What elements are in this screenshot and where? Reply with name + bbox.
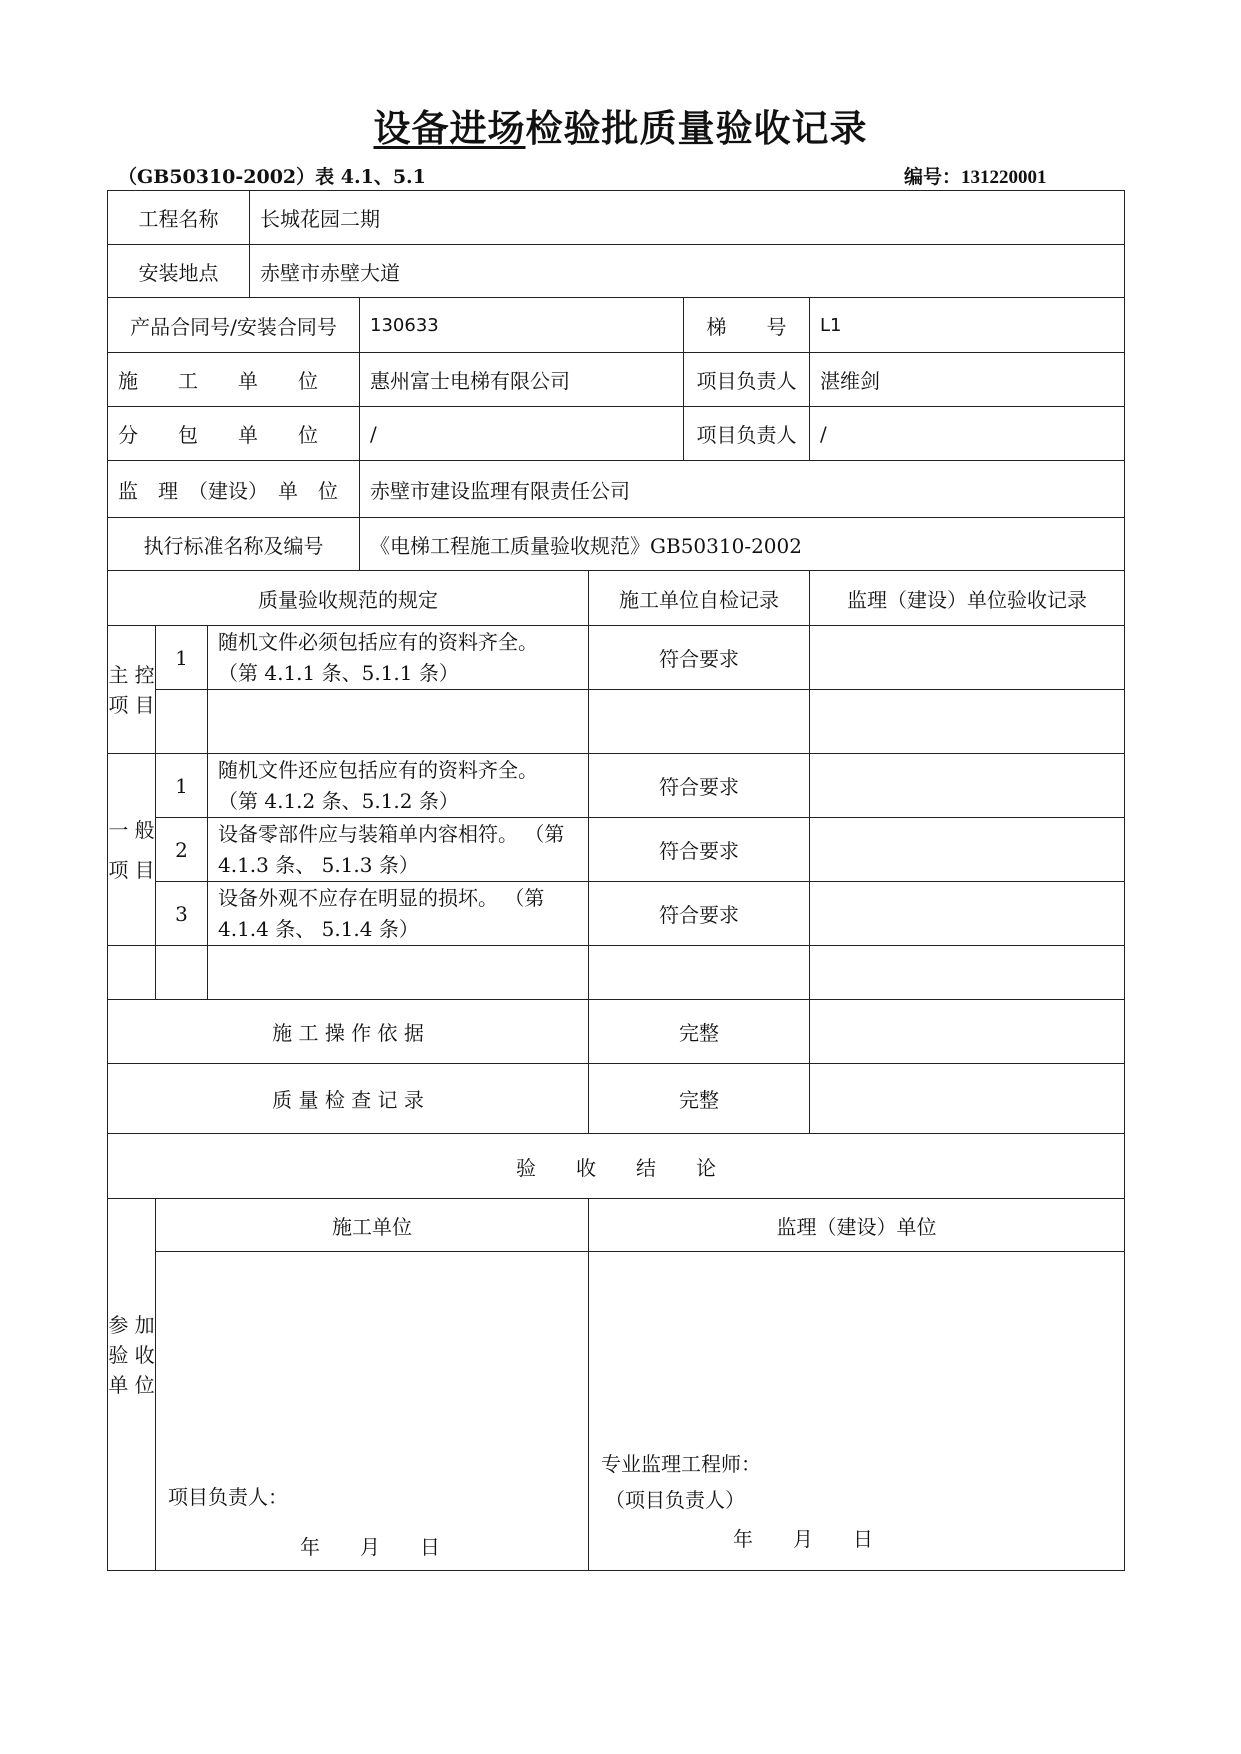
general-item-row-3 [108,882,1125,946]
general-item-row-empty [108,946,1125,1000]
project-name-label: 工程名称 [108,191,250,245]
general-item-row-1 [108,754,1125,818]
serial-number [904,162,1047,189]
conclusion-label: 验 收 结 论 [108,1134,1125,1199]
elevator-no-label: 梯 号 [684,298,810,353]
main-item-empty-supervision [810,690,1125,754]
quality-record-label: 质 量 检 查 记 录 [108,1064,589,1134]
main-item-row-1 [108,626,1125,690]
project-name-value: 长城花园二期 [250,191,1125,245]
main-item-text: 随机文件必须包括应有的资料齐全。 （第 4.1.1 条、5.1.1 条） [208,626,589,690]
sub-pm-value: / [810,407,1125,461]
quality-record-result: 完整 [589,1064,810,1134]
inspection-form [107,190,1125,1571]
row-column-headers [108,571,1125,626]
row-quality-record [108,1064,1125,1134]
construction-sign-cell [156,1252,589,1571]
supervision-unit-header: 监理（建设）单位 [589,1199,1125,1252]
general-item-result: 符合要求 [589,818,810,882]
subcontract-label: 分 包 单 位 [108,407,360,461]
install-site-value: 赤壁市赤壁大道 [250,245,1125,298]
general-item-no: 3 [156,882,208,946]
general-item-text: 设备外观不应存在明显的损坏。 （第 4.1.4 条、 5.1.4 条） [208,882,589,946]
construction-sign-date: 年 月 日 [300,1535,440,1559]
general-item-row-2 [108,818,1125,882]
title-underlined: 设备进场 [373,106,526,150]
general-item-result: 符合要求 [589,882,810,946]
pm-label: 项目负责人 [684,353,810,407]
supervision-sign-date: 年 月 日 [733,1527,874,1551]
general-item-no: 2 [156,818,208,882]
col-supervision-header: 监理（建设）单位验收记录 [810,571,1125,626]
main-item-no: 1 [156,626,208,690]
contract-label: 产品合同号/安装合同号 [108,298,360,353]
general-item-result: 符合要求 [589,754,810,818]
pm-value: 湛维剑 [810,353,1125,407]
page-title [0,98,1241,152]
operation-basis-result: 完整 [589,1000,810,1064]
main-item-supervision [810,626,1125,690]
main-item-result: 符合要求 [589,626,810,690]
serial-value: 131220001 [961,167,1047,188]
supervision-signer-label: 专业监理工程师： [601,1452,762,1476]
construction-unit-value: 惠州富士电梯有限公司 [360,353,684,407]
construction-unit-header: 施工单位 [156,1199,589,1252]
row-sign-area [108,1252,1125,1571]
general-item-supervision [810,818,1125,882]
general-item-empty-supervision [810,946,1125,1000]
row-conclusion [108,1134,1125,1199]
general-items-group-label: 一 般 项 目 [108,754,156,946]
main-item-row-empty [108,690,1125,754]
general-item-text: 随机文件还应包括应有的资料齐全。 （第 4.1.2 条、5.1.2 条） [208,754,589,818]
standard-value: 《电梯工程施工质量验收规范》GB50310-2002 [360,518,1125,571]
construction-signer-label: 项目负责人： [168,1485,288,1509]
serial-label: 编号： [904,167,962,188]
main-items-group-label: 主 控 项 目 [108,626,156,754]
general-item-supervision [810,882,1125,946]
main-item-empty-text [208,690,589,754]
elevator-no-value: L1 [810,298,1125,353]
participants-group-label: 参 加 验 收 单 位 [108,1199,156,1571]
contract-value: 130633 [360,298,684,353]
install-site-label: 安装地点 [108,245,250,298]
general-item-empty-no [156,946,208,1000]
row-supervision [108,461,1125,518]
row-operation-basis [108,1000,1125,1064]
col-self-check-header: 施工单位自检记录 [589,571,810,626]
supervision-signer-sub: （项目负责人） [605,1488,746,1512]
operation-basis-supervision [810,1000,1125,1064]
supervision-label: 监 理 （建设） 单 位 [108,461,360,518]
general-item-supervision [810,754,1125,818]
sub-pm-label: 项目负责人 [684,407,810,461]
main-item-empty-result [589,690,810,754]
supervision-value: 赤壁市建设监理有限责任公司 [360,461,1125,518]
row-contract [108,298,1125,353]
standard-label: 执行标准名称及编号 [108,518,360,571]
row-construction-unit [108,353,1125,407]
row-subcontract [108,407,1125,461]
supervision-sign-cell [589,1252,1125,1571]
subcontract-value: / [360,407,684,461]
quality-record-supervision [810,1064,1125,1134]
general-item-empty-result [589,946,810,1000]
standard-ref: （GB50310-2002）表 4.1、5.1 [118,166,426,188]
general-item-text: 设备零部件应与装箱单内容相符。 （第 4.1.3 条、 5.1.3 条） [208,818,589,882]
row-install-site [108,245,1125,298]
row-participants-header [108,1199,1125,1252]
operation-basis-label: 施 工 操 作 依 据 [108,1000,589,1064]
title-rest: 检验批质量验收记录 [525,106,868,150]
col-spec-header: 质量验收规范的规定 [108,571,589,626]
construction-unit-label: 施 工 单 位 [108,353,360,407]
general-item-empty-text [208,946,589,1000]
row-project-name [108,191,1125,245]
row-standard [108,518,1125,571]
main-item-empty-no [156,690,208,754]
general-item-no: 1 [156,754,208,818]
general-item-empty-group [108,946,156,1000]
